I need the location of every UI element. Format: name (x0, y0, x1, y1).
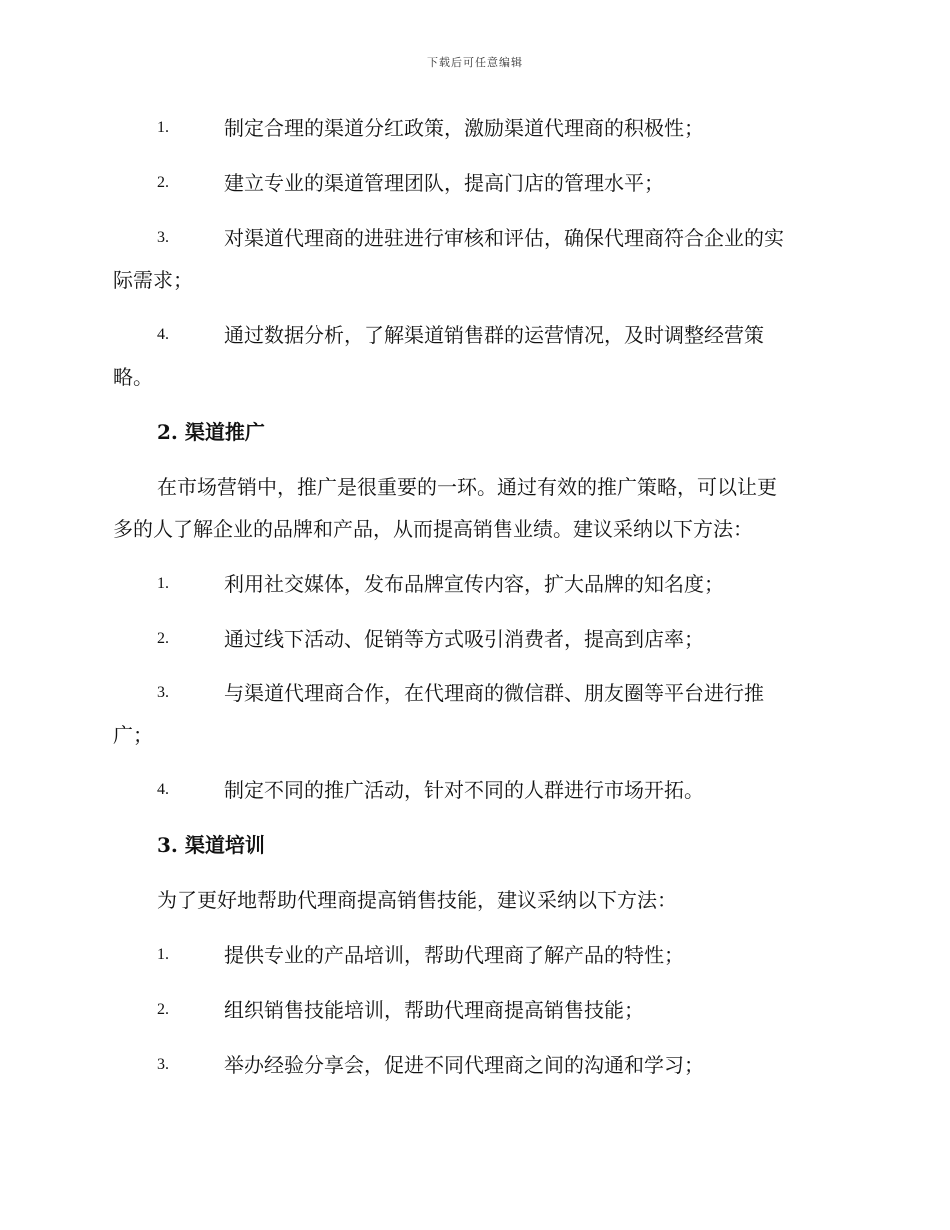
list-item-text: 制定不同的推广活动，针对不同的人群进行市场开拓。 (224, 778, 704, 802)
list-item-number: 4. (157, 326, 169, 343)
section-heading: 2. 渠道推广 (157, 420, 265, 444)
list-item-number: 3. (157, 1056, 169, 1073)
list-item-text: 通过数据分析，了解渠道销售群的运营情况，及时调整经营策 (224, 323, 764, 347)
list-item-continuation: 际需求； (113, 268, 193, 292)
list-item-text: 与渠道代理商合作，在代理商的微信群、朋友圈等平台进行推 (224, 681, 764, 705)
list-item-text: 建立专业的渠道管理团队，提高门店的管理水平； (224, 171, 664, 195)
list-item-number: 1. (157, 575, 169, 592)
list-item-text: 组织销售技能培训，帮助代理商提高销售技能； (224, 998, 644, 1022)
list-item-number: 2. (157, 630, 169, 647)
page-header: 下载后可任意编辑 (427, 56, 523, 69)
list-item-number: 3. (157, 684, 169, 701)
list-item-text: 制定合理的渠道分红政策，激励渠道代理商的积极性； (224, 116, 704, 140)
list-item-text: 提供专业的产品培训，帮助代理商了解产品的特性； (224, 943, 684, 967)
section-heading: 3. 渠道培训 (157, 833, 265, 857)
list-item-text: 举办经验分享会，促进不同代理商之间的沟通和学习； (224, 1053, 704, 1077)
paragraph-line: 多的人了解企业的品牌和产品，从而提高销售业绩。建议采纳以下方法： (113, 517, 753, 541)
list-item-number: 2. (157, 1001, 169, 1018)
list-item-text: 通过线下活动、促销等方式吸引消费者，提高到店率； (224, 627, 704, 651)
list-item-continuation: 略。 (113, 365, 153, 389)
paragraph-line: 为了更好地帮助代理商提高销售技能，建议采纳以下方法： (157, 888, 677, 912)
list-item-number: 4. (157, 781, 169, 798)
list-item-text: 对渠道代理商的进驻进行审核和评估，确保代理商符合企业的实 (224, 226, 784, 250)
list-item-text: 利用社交媒体，发布品牌宣传内容，扩大品牌的知名度； (224, 572, 724, 596)
paragraph-line: 在市场营销中，推广是很重要的一环。通过有效的推广策略，可以让更 (157, 475, 777, 499)
list-item-number: 1. (157, 119, 169, 136)
list-item-continuation: 广； (113, 723, 153, 747)
list-item-number: 1. (157, 946, 169, 963)
list-item-number: 3. (157, 229, 169, 246)
list-item-number: 2. (157, 174, 169, 191)
